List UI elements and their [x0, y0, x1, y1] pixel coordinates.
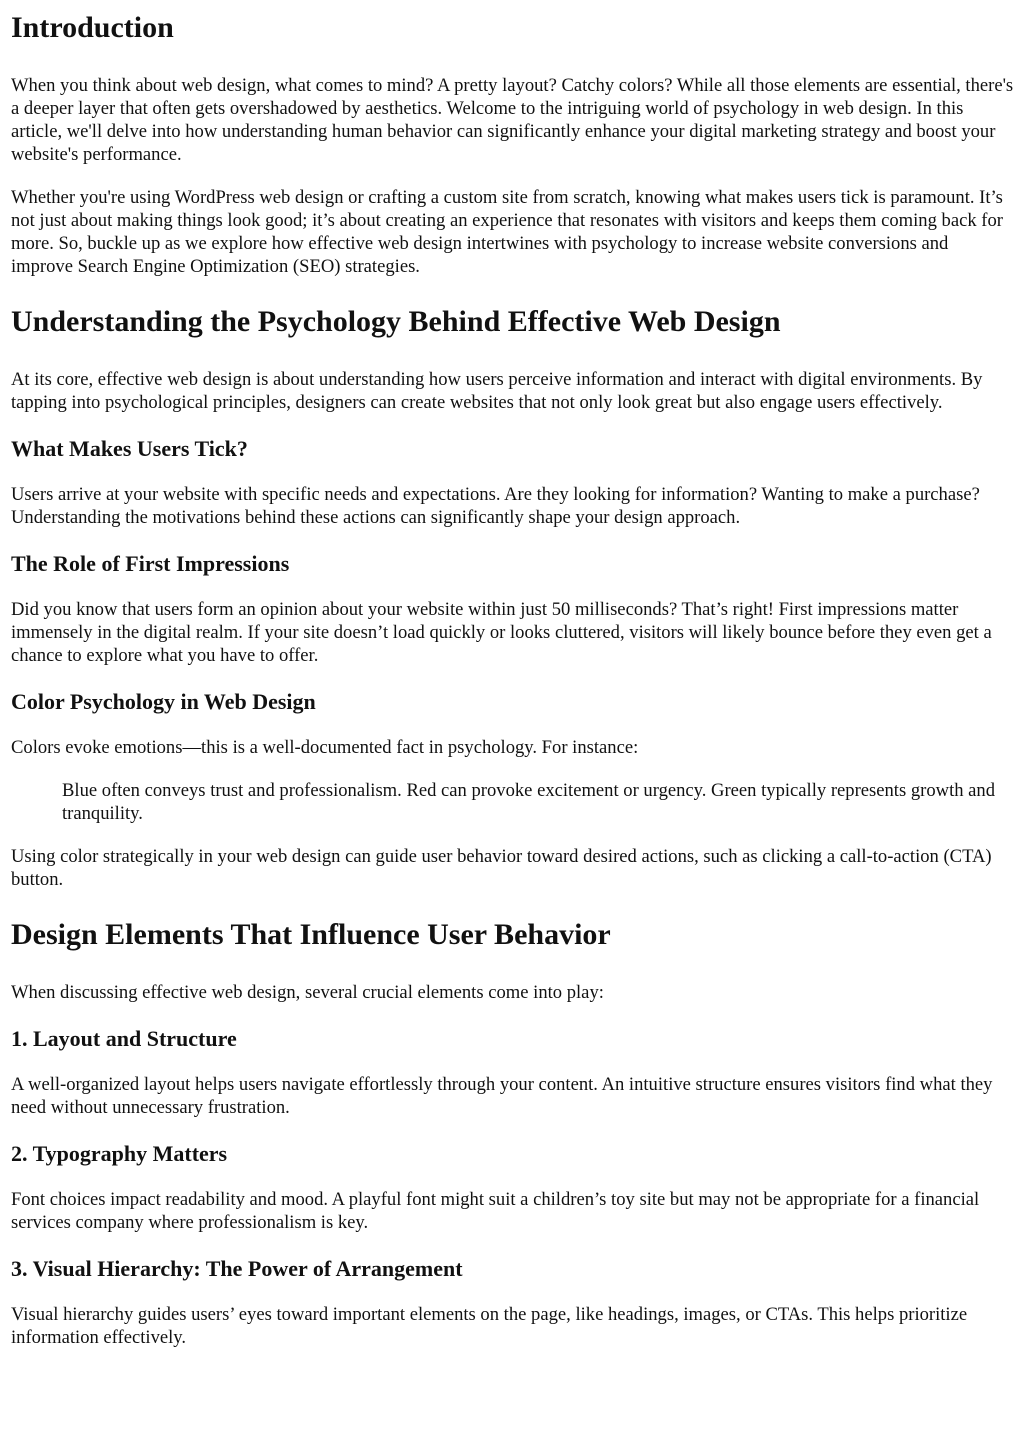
design-elements-heading: Design Elements That Influence User Behavior: [11, 918, 611, 951]
introduction-heading: Introduction: [11, 11, 174, 44]
visual-hierarchy-heading: 3. Visual Hierarchy: The Power of Arrangement: [11, 1256, 463, 1281]
psychology-heading: Understanding the Psychology Behind Effective Web Design: [11, 305, 781, 338]
color-examples-quote: Blue often conveys trust and professionalism. Red can provoke excitement or urgency. Green typically represents growth and tranquility.: [62, 780, 996, 824]
color-psychology-heading: Color Psychology in Web Design: [11, 689, 316, 714]
introduction-paragraph-1: When you think about web design, what comes to mind? A pretty layout? Catchy colors? While all those elements are essential, there's a deeper layer that often gets overshadowed by aesthetics. Welcome to the intriguing world of psychology in web design. In this article, we'll delve into how understanding human behavior can significantly enhance your digital marketing strategy and boost your website's performance.: [11, 75, 1014, 165]
users-tick-heading: What Makes Users Tick?: [11, 436, 248, 461]
layout-structure-paragraph: A well-organized layout helps users navigate effortlessly through your content. An intuitive structure ensures visitors find what they need without unnecessary frustration.: [11, 1074, 993, 1118]
design-elements-paragraph: When discussing effective web design, several crucial elements come into play:: [11, 982, 604, 1003]
typography-paragraph: Font choices impact readability and mood. A playful font might suit a children’s toy site but may not be appropriate for a financial services company where professionalism is key.: [11, 1189, 980, 1233]
psychology-paragraph: At its core, effective web design is about understanding how users perceive information and interact with digital environments. By tapping into psychological principles, designers can create websites that not only look great but also engage users effectively.: [11, 369, 983, 413]
color-usage-paragraph: Using color strategically in your web design can guide user behavior toward desired actions, such as clicking a call-to-action (CTA) button.: [11, 846, 992, 890]
visual-hierarchy-paragraph: Visual hierarchy guides users’ eyes toward important elements on the page, like headings, images, or CTAs. This helps prioritize information effectively.: [11, 1304, 968, 1348]
layout-structure-heading: 1. Layout and Structure: [11, 1026, 237, 1051]
color-psychology-paragraph: Colors evoke emotions—this is a well-documented fact in psychology. For instance:: [11, 737, 639, 758]
typography-heading: 2. Typography Matters: [11, 1141, 228, 1166]
introduction-paragraph-2: Whether you're using WordPress web design or crafting a custom site from scratch, knowing what makes users tick is paramount. It’s not just about making things look good; it’s about creating an experience that resonates with visitors and keeps them coming back for more. So, buckle up as we explore how effective web design intertwines with psychology to increase website conversions and improve Search Engine Optimization (SEO) strategies.: [11, 187, 1003, 277]
users-tick-paragraph: Users arrive at your website with specific needs and expectations. Are they looking for information? Wanting to make a purchase? Understanding the motivations behind these actions can significantly shape your design approach.: [11, 484, 980, 528]
first-impressions-heading: The Role of First Impressions: [11, 551, 290, 576]
first-impressions-paragraph: Did you know that users form an opinion about your website within just 50 milliseconds? That’s right! First impressions matter immensely in the digital realm. If your site doesn’t load quickly or looks cluttered, visitors will likely bounce before they even get a chance to explore what you have to offer.: [11, 599, 992, 666]
